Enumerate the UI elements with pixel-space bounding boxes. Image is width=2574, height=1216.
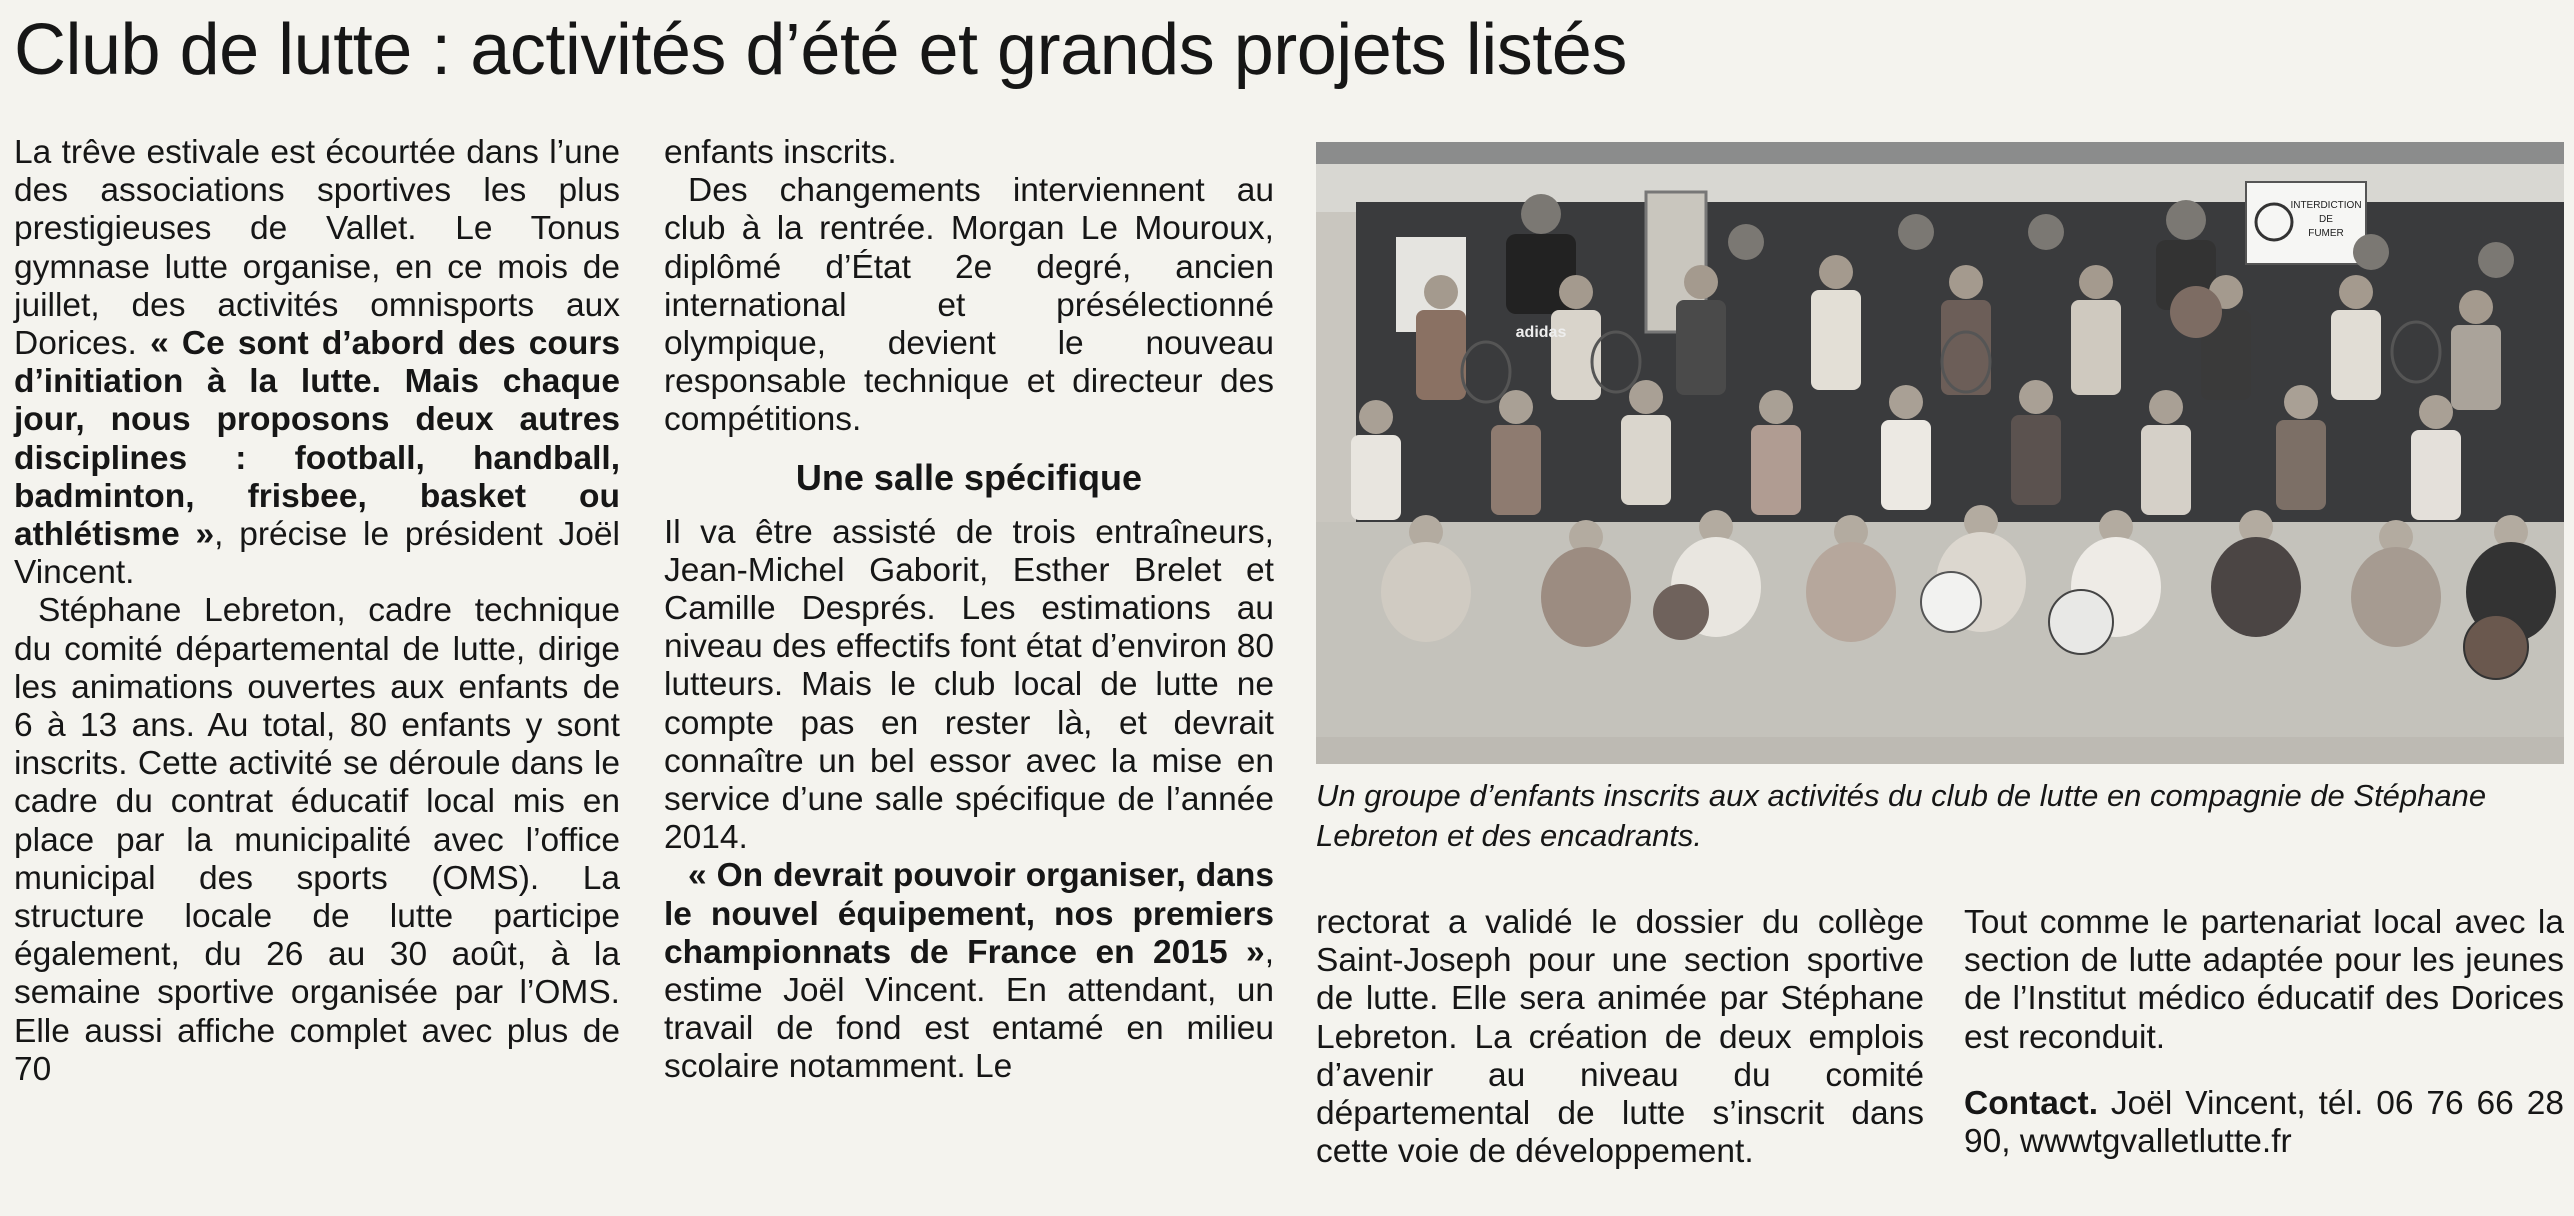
championship-quote: « On devrait pouvoir organiser, dans le nouvel équipement, nos premiers championnats de France en 2015 »: [664, 857, 1274, 971]
article-column-4: [1964, 904, 2564, 1161]
paragraph-lebreton: Stéphane Lebreton, cadre technique du comité départemental de lutte, dirige les animations ouvertes aux enfants de 6 à 13 ans. Au total, 80 enfants y sont inscrits. Cette activité se déroule dans le cadre du contrat éducatif local mis en place par la municipalité avec l’office municipal des sports (OMS). La structure locale de lutte participe également, du 26 au 30 août, à la semaine sportive organisée par l’OMS. Elle aussi affiche complet avec plus de 70: [14, 592, 620, 1088]
paragraph-championships: [664, 857, 1274, 1086]
no-smoking-sign-line1: INTERDICTION: [2290, 200, 2362, 211]
no-smoking-sign-line2: DE: [2319, 214, 2333, 225]
paragraph-rectorat: rectorat a validé le dossier du collège Saint-Joseph pour une section sportive de lutte. Elle sera animée par Stéphane Lebreton. La création de deux emplois d’avenir au niveau du comité départemental de lutte s’inscrit dans cette voie de développement.: [1316, 904, 1924, 1171]
headline: Club de lutte : activités d’été et grands projets listés: [14, 10, 1627, 90]
article-column-1: [14, 134, 620, 1089]
paragraph-partnership: Tout comme le partenariat local avec la section de lutte adaptée pour les jeunes de l’Institut médico éducatif des Dorices est reconduit.: [1964, 904, 2564, 1056]
paragraph-changes: Des changements interviennent au club à la rentrée. Morgan Le Mouroux, diplômé d’État 2e degré, ancien international et présélectionné olympique, devient le nouveau responsable technique et directeur des compétitions.: [664, 172, 1274, 439]
group-photo: [1316, 142, 2564, 764]
no-smoking-sign-line3: FUMER: [2308, 228, 2344, 239]
contact-line: [1964, 1085, 2564, 1161]
championship-attribution: , estime Joël Vincent. En attendant, un travail de fond est entamé en milieu scolaire notamment. Le: [664, 933, 1274, 1086]
subheading: Une salle spécifique: [795, 456, 1143, 498]
article-column-3: [1316, 904, 1924, 1171]
paragraph-coaches: Il va être assisté de trois entraîneurs, Jean-Michel Gaborit, Esther Brelet et Camille Després. Les estimations au niveau des effectifs font état d’environ 80 lutteurs. Mais le club local de lutte ne compte pas en rester là, et devrait connaître un bel essor avec la mise en service d’une salle spécifique de l’année 2014.: [664, 513, 1274, 857]
intro-text: La trêve estivale est écourtée dans l’une des associations sportives les plus prestigieuses de Vallet. Le Tonus gymnase lutte organise, en ce mois de juillet, des activités omnisports aux Dorices.: [14, 134, 620, 363]
group-photo-illustration: [1316, 142, 2564, 764]
shirt-logo: adidas: [1515, 324, 1567, 341]
contact-details: Joël Vincent, tél. 06 76 66 28 90, wwwtgvalletlutte.fr: [1964, 1084, 2564, 1161]
photo-caption: Un groupe d’enfants inscrits aux activités du club de lutte en compagnie de Stéphane Lebreton et des encadrants.: [1316, 778, 2487, 853]
intro-attribution: , précise le président Joël Vincent.: [14, 516, 620, 592]
paragraph-continuation: enfants inscrits.: [664, 134, 897, 171]
president-quote: « Ce sont d’abord des cours d’initiation à la lutte. Mais chaque jour, nous proposons deux autres disciplines : football, handball, badminton, frisbee, basket ou athlétisme »: [14, 325, 621, 554]
article-column-2: [664, 134, 1274, 1087]
contact-label: Contact.: [1964, 1084, 2098, 1122]
paragraph-intro: [14, 134, 620, 592]
